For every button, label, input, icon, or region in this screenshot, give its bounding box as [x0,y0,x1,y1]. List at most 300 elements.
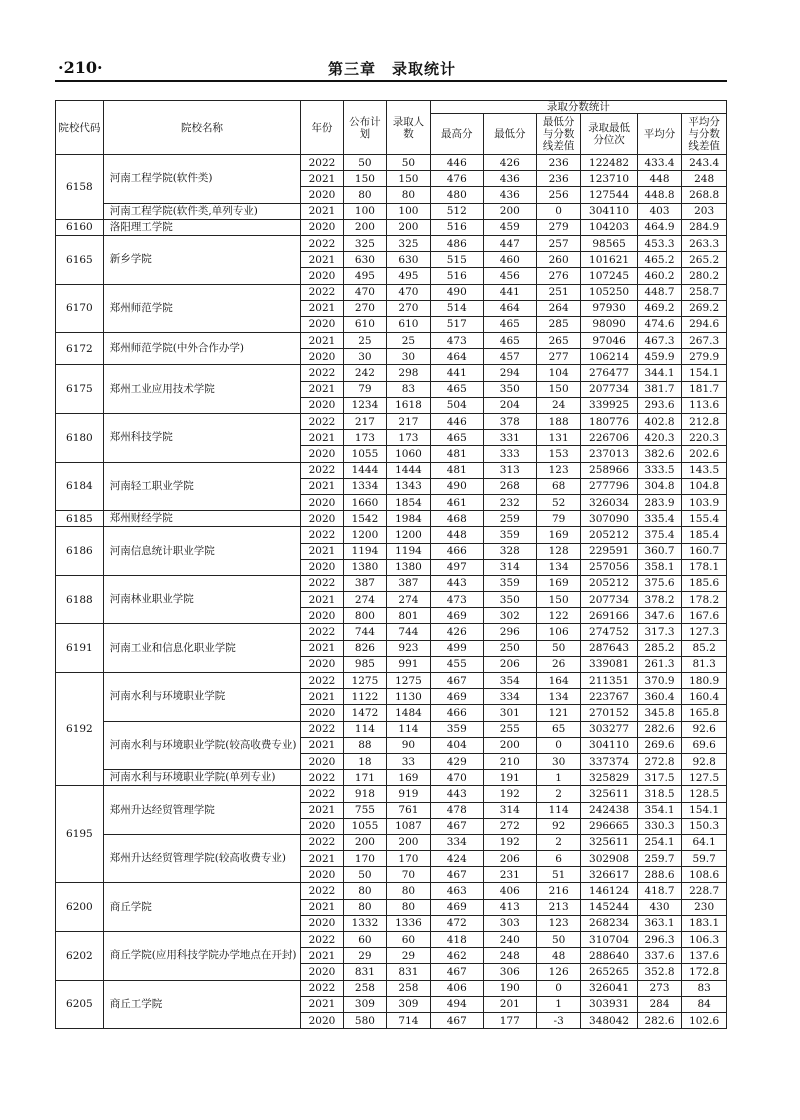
cell-min-diff: 257 [536,235,581,251]
cell-min: 191 [483,770,536,786]
cell-max: 446 [430,155,483,171]
school-code: 6195 [56,786,104,883]
cell-min-rank: 145244 [581,899,637,915]
cell-max: 429 [430,753,483,769]
cell-min-rank: 274752 [581,624,637,640]
cell-plan: 1334 [343,478,387,494]
cell-avg-diff: 284.9 [682,219,727,235]
cell-plan: 60 [343,932,387,948]
cell-plan: 580 [343,1012,387,1028]
cell-max: 463 [430,883,483,899]
cell-admit: 1380 [387,559,431,575]
cell-min: 350 [483,381,536,397]
cell-min: 248 [483,948,536,964]
cell-min: 406 [483,883,536,899]
col-header-avg: 平均分 [637,114,682,155]
cell-year: 2021 [301,851,343,867]
cell-year: 2022 [301,284,343,300]
cell-admit: 1060 [387,446,431,462]
cell-plan: 985 [343,656,387,672]
cell-year: 2021 [301,592,343,608]
cell-plan: 25 [343,333,387,349]
school-code: 6188 [56,575,104,624]
cell-avg: 453.3 [637,235,682,251]
cell-min: 201 [483,996,536,1012]
cell-year: 2022 [301,721,343,737]
cell-max: 426 [430,624,483,640]
cell-avg: 448.7 [637,284,682,300]
cell-min-rank: 348042 [581,1012,637,1028]
school-name: 郑州升达经贸管理学院(较高收费专业) [103,834,300,883]
cell-min-diff: 51 [536,867,581,883]
cell-avg-diff: 268.8 [682,187,727,203]
school-name: 河南轻工职业学院 [103,462,300,511]
cell-avg-diff: 137.6 [682,948,727,964]
table-row [56,980,727,996]
cell-min: 210 [483,753,536,769]
cell-min: 334 [483,689,536,705]
cell-max: 490 [430,478,483,494]
page-header [58,58,728,80]
cell-year: 2022 [301,883,343,899]
cell-min: 294 [483,365,536,381]
cell-admit: 270 [387,300,431,316]
cell-max: 469 [430,608,483,624]
col-header-plan: 公布计划 [343,101,387,155]
school-name: 河南信息统计职业学院 [103,527,300,576]
cell-year: 2021 [301,899,343,915]
cell-plan: 470 [343,284,387,300]
cell-min: 457 [483,349,536,365]
cell-avg: 344.1 [637,365,682,381]
cell-avg-diff: 269.2 [682,300,727,316]
cell-plan: 1444 [343,462,387,478]
cell-min-rank: 296665 [581,818,637,834]
cell-year: 2021 [301,737,343,753]
cell-year: 2021 [301,300,343,316]
cell-admit: 33 [387,753,431,769]
cell-min: 206 [483,851,536,867]
cell-admit: 173 [387,430,431,446]
cell-avg-diff: 150.3 [682,818,727,834]
cell-min: 359 [483,527,536,543]
cell-max: 480 [430,187,483,203]
cell-year: 2021 [301,802,343,818]
cell-min-rank: 276477 [581,365,637,381]
cell-plan: 1200 [343,527,387,543]
cell-min-rank: 270152 [581,705,637,721]
cell-min: 459 [483,219,536,235]
cell-min-rank: 106214 [581,349,637,365]
cell-avg: 358.1 [637,559,682,575]
cell-avg: 282.6 [637,1012,682,1028]
cell-min: 231 [483,867,536,883]
cell-admit: 274 [387,592,431,608]
cell-year: 2020 [301,656,343,672]
cell-avg-diff: 165.8 [682,705,727,721]
cell-avg-diff: 230 [682,899,727,915]
cell-admit: 83 [387,381,431,397]
cell-min: 313 [483,462,536,478]
cell-avg-diff: 228.7 [682,883,727,899]
cell-min-diff: 236 [536,171,581,187]
cell-min: 240 [483,932,536,948]
cell-admit: 495 [387,268,431,284]
cell-plan: 1332 [343,915,387,931]
table-row [56,462,727,478]
cell-admit: 29 [387,948,431,964]
school-code: 6175 [56,365,104,414]
cell-min-rank: 303931 [581,996,637,1012]
cell-avg: 360.7 [637,543,682,559]
cell-max: 465 [430,430,483,446]
cell-admit: 169 [387,770,431,786]
school-name: 河南工业和信息化职业学院 [103,624,300,673]
cell-min-rank: 326617 [581,867,637,883]
cell-min-diff: 216 [536,883,581,899]
cell-min-rank: 107245 [581,268,637,284]
cell-plan: 171 [343,770,387,786]
cell-min-diff: 256 [536,187,581,203]
cell-avg: 333.5 [637,462,682,478]
cell-admit: 309 [387,996,431,1012]
cell-admit: 50 [387,155,431,171]
cell-min-rank: 302908 [581,851,637,867]
cell-admit: 919 [387,786,431,802]
cell-avg-diff: 183.1 [682,915,727,931]
cell-min-diff: 123 [536,462,581,478]
cell-year: 2020 [301,559,343,575]
cell-min-diff: 6 [536,851,581,867]
cell-plan: 1122 [343,689,387,705]
school-code: 6186 [56,527,104,576]
cell-min-diff: 0 [536,737,581,753]
cell-max: 470 [430,770,483,786]
cell-avg-diff: 103.9 [682,494,727,510]
cell-max: 516 [430,219,483,235]
cell-max: 465 [430,381,483,397]
cell-min-diff: 279 [536,219,581,235]
table-row [56,786,727,802]
cell-min-diff: 188 [536,414,581,430]
cell-plan: 242 [343,365,387,381]
cell-avg-diff: 181.7 [682,381,727,397]
school-name: 河南水利与环境职业学院(较高收费专业) [103,721,300,770]
cell-avg-diff: 154.1 [682,365,727,381]
cell-avg-diff: 258.7 [682,284,727,300]
cell-min-rank: 98565 [581,235,637,251]
cell-min: 192 [483,786,536,802]
cell-year: 2020 [301,268,343,284]
cell-max: 473 [430,592,483,608]
cell-plan: 1234 [343,397,387,413]
school-code: 6158 [56,155,104,220]
cell-avg-diff: 113.6 [682,397,727,413]
cell-admit: 258 [387,980,431,996]
cell-max: 514 [430,300,483,316]
cell-avg: 382.6 [637,446,682,462]
cell-avg: 467.3 [637,333,682,349]
cell-avg-diff: 127.3 [682,624,727,640]
cell-admit: 1336 [387,915,431,931]
cell-admit: 1200 [387,527,431,543]
col-header-stats-group: 录取分数统计 [430,101,726,114]
cell-admit: 80 [387,883,431,899]
cell-min-rank: 97046 [581,333,637,349]
cell-max: 467 [430,673,483,689]
cell-avg: 288.6 [637,867,682,883]
cell-avg: 335.4 [637,511,682,527]
cell-min: 447 [483,235,536,251]
cell-avg-diff: 59.7 [682,851,727,867]
table-row [56,575,727,591]
cell-max: 334 [430,834,483,850]
cell-min-rank: 339925 [581,397,637,413]
school-code: 6185 [56,511,104,527]
cell-min: 192 [483,834,536,850]
header-rule [55,80,727,82]
cell-max: 441 [430,365,483,381]
cell-max: 512 [430,203,483,219]
cell-max: 443 [430,575,483,591]
cell-year: 2022 [301,932,343,948]
cell-max: 446 [430,414,483,430]
cell-min: 232 [483,494,536,510]
cell-admit: 801 [387,608,431,624]
cell-plan: 274 [343,592,387,608]
school-name: 河南工程学院(软件类,单列专业) [103,203,300,219]
cell-min-rank: 337374 [581,753,637,769]
cell-avg-diff: 172.8 [682,964,727,980]
cell-avg: 269.6 [637,737,682,753]
cell-min: 354 [483,673,536,689]
cell-min-diff: 150 [536,592,581,608]
school-name: 商丘工学院 [103,980,300,1029]
cell-avg-diff: 64.1 [682,834,727,850]
cell-plan: 1660 [343,494,387,510]
cell-min-diff: 150 [536,381,581,397]
cell-max: 490 [430,284,483,300]
cell-year: 2020 [301,316,343,332]
school-code: 6184 [56,462,104,511]
cell-avg: 347.6 [637,608,682,624]
cell-min: 200 [483,203,536,219]
cell-year: 2020 [301,494,343,510]
school-code: 6192 [56,673,104,786]
cell-min-diff: 126 [536,964,581,980]
cell-avg: 284 [637,996,682,1012]
col-header-max: 最高分 [430,114,483,155]
cell-plan: 1472 [343,705,387,721]
cell-min-diff: 128 [536,543,581,559]
cell-avg-diff: 265.2 [682,252,727,268]
cell-min: 460 [483,252,536,268]
cell-admit: 744 [387,624,431,640]
cell-plan: 270 [343,300,387,316]
school-name: 郑州师范学院 [103,284,300,333]
cell-avg-diff: 185.4 [682,527,727,543]
cell-min-rank: 104203 [581,219,637,235]
cell-min: 303 [483,915,536,931]
school-name: 河南林业职业学院 [103,575,300,624]
cell-min-diff: 213 [536,899,581,915]
cell-max: 359 [430,721,483,737]
cell-max: 467 [430,867,483,883]
cell-min: 359 [483,575,536,591]
cell-plan: 18 [343,753,387,769]
cell-avg: 282.6 [637,721,682,737]
cell-min-diff: 2 [536,786,581,802]
cell-max: 461 [430,494,483,510]
cell-admit: 470 [387,284,431,300]
cell-year: 2021 [301,948,343,964]
school-code: 6165 [56,235,104,284]
cell-max: 469 [430,899,483,915]
table-row [56,155,727,171]
cell-avg: 403 [637,203,682,219]
cell-admit: 70 [387,867,431,883]
cell-min-rank: 269166 [581,608,637,624]
cell-admit: 714 [387,1012,431,1028]
cell-min-diff: 122 [536,608,581,624]
cell-max: 466 [430,705,483,721]
cell-year: 2022 [301,834,343,850]
cell-avg: 418.7 [637,883,682,899]
cell-year: 2021 [301,252,343,268]
page-number: ·210· [58,58,103,77]
table-row [56,834,727,850]
cell-year: 2020 [301,446,343,462]
cell-plan: 200 [343,219,387,235]
school-name: 郑州升达经贸管理学院 [103,786,300,835]
school-code: 6202 [56,932,104,981]
school-name: 河南水利与环境职业学院(单列专业) [103,770,300,786]
cell-avg: 293.6 [637,397,682,413]
school-code: 6170 [56,284,104,333]
cell-min-diff: 106 [536,624,581,640]
cell-admit: 1087 [387,818,431,834]
cell-avg: 420.3 [637,430,682,446]
cell-admit: 630 [387,252,431,268]
cell-min-diff: 277 [536,349,581,365]
cell-min: 378 [483,414,536,430]
cell-min-rank: 325611 [581,834,637,850]
cell-admit: 170 [387,851,431,867]
table-row [56,219,727,235]
cell-admit: 1618 [387,397,431,413]
cell-max: 516 [430,268,483,284]
cell-avg: 261.3 [637,656,682,672]
school-code: 6180 [56,414,104,463]
cell-min: 456 [483,268,536,284]
cell-avg: 460.2 [637,268,682,284]
col-header-year: 年份 [301,101,343,155]
cell-year: 2022 [301,575,343,591]
cell-avg-diff: 202.6 [682,446,727,462]
cell-min-diff: 260 [536,252,581,268]
cell-min-diff: 251 [536,284,581,300]
cell-avg-diff: 127.5 [682,770,727,786]
cell-admit: 60 [387,932,431,948]
cell-admit: 25 [387,333,431,349]
table-row [56,883,727,899]
cell-min-rank: 277796 [581,478,637,494]
cell-min-rank: 303277 [581,721,637,737]
school-name: 郑州师范学院(中外合作办学) [103,333,300,365]
cell-avg-diff: 92.8 [682,753,727,769]
cell-min-rank: 207734 [581,381,637,397]
cell-admit: 387 [387,575,431,591]
col-header-avg-diff: 平均分与分数线差值 [682,114,727,155]
cell-year: 2021 [301,171,343,187]
cell-max: 406 [430,980,483,996]
cell-year: 2020 [301,1012,343,1028]
cell-plan: 826 [343,640,387,656]
school-name: 郑州财经学院 [103,511,300,527]
cell-min-diff: 236 [536,155,581,171]
col-header-min-diff: 最低分与分数线差值 [536,114,581,155]
cell-admit: 761 [387,802,431,818]
cell-admit: 325 [387,235,431,251]
cell-min: 206 [483,656,536,672]
cell-max: 455 [430,656,483,672]
cell-admit: 610 [387,316,431,332]
table-row [56,527,727,543]
school-name: 郑州工业应用技术学院 [103,365,300,414]
cell-avg: 272.8 [637,753,682,769]
cell-avg-diff: 167.6 [682,608,727,624]
cell-max: 515 [430,252,483,268]
cell-plan: 200 [343,834,387,850]
cell-plan: 1194 [343,543,387,559]
cell-year: 2020 [301,219,343,235]
cell-admit: 923 [387,640,431,656]
school-code: 6200 [56,883,104,932]
cell-plan: 100 [343,203,387,219]
cell-year: 2022 [301,786,343,802]
cell-min: 255 [483,721,536,737]
cell-avg-diff: 220.3 [682,430,727,446]
cell-min-rank: 122482 [581,155,637,171]
col-header-code: 院校代码 [56,101,104,155]
cell-plan: 173 [343,430,387,446]
cell-min-diff: 169 [536,527,581,543]
cell-avg: 370.9 [637,673,682,689]
cell-avg: 430 [637,899,682,915]
cell-max: 504 [430,397,483,413]
cell-max: 476 [430,171,483,187]
cell-plan: 88 [343,737,387,753]
cell-max: 499 [430,640,483,656]
cell-avg: 375.6 [637,575,682,591]
cell-admit: 217 [387,414,431,430]
cell-admit: 200 [387,219,431,235]
cell-year: 2021 [301,478,343,494]
cell-max: 468 [430,511,483,527]
cell-avg-diff: 267.3 [682,333,727,349]
cell-plan: 80 [343,883,387,899]
cell-plan: 1542 [343,511,387,527]
cell-min: 250 [483,640,536,656]
cell-admit: 1444 [387,462,431,478]
cell-max: 467 [430,1012,483,1028]
cell-avg-diff: 243.4 [682,155,727,171]
cell-min-rank: 265265 [581,964,637,980]
cell-min-diff: 264 [536,300,581,316]
cell-min-diff: 114 [536,802,581,818]
cell-min: 441 [483,284,536,300]
cell-year: 2022 [301,980,343,996]
